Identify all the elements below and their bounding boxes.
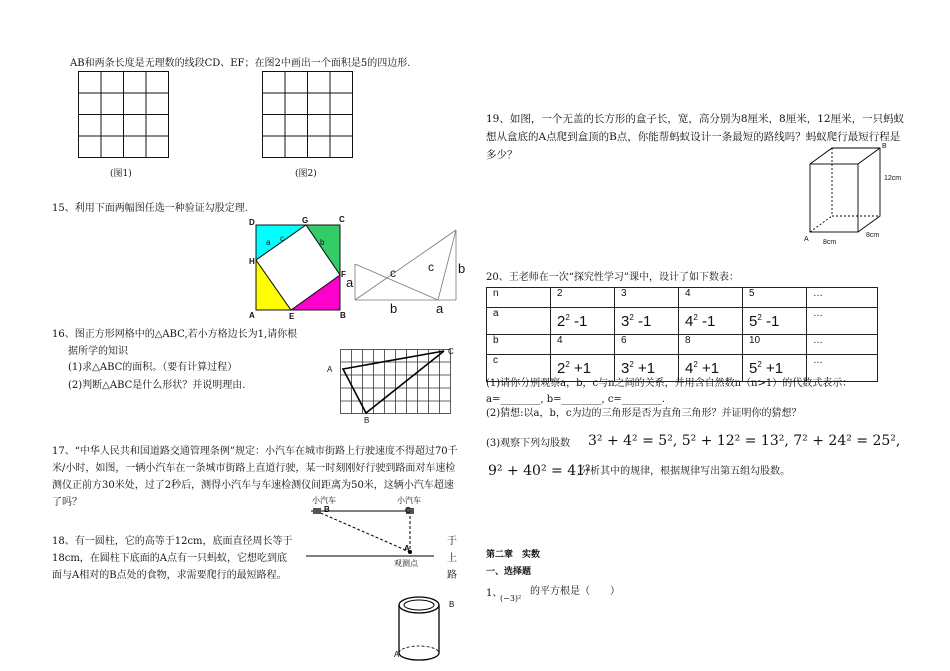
box-label-width: 8cm <box>866 232 880 239</box>
p20-text: 20、王老师在一次“探究性学习”课中，设计了如下数表： <box>486 272 739 283</box>
label-D: D <box>249 218 255 227</box>
table-cell: $4^2 +1$ <box>679 355 743 382</box>
label-b: b <box>320 238 325 247</box>
table-cell: … <box>807 335 878 355</box>
ch2-q1-text: 的平方根是（ ） <box>530 586 620 597</box>
p17-text: 17、“中华人民共和国道路交通管理条例”规定：小汽车在城市街路上行驶速度不得超过70千米/小时，如图，一辆小汽车在一条城市街路上直道行驶，某一时刻刚好行驶到路面对车速检测仪正前方30米处，过了2秒后，测得小汽车与车速检测仪间距离为50米，这辆小汽车超速了吗？ <box>52 446 458 508</box>
box-label-A: A <box>804 236 809 243</box>
table-cell: $2^2 +1$ <box>551 355 615 382</box>
p20-q1: (1)请你分别观察a，b，c与n之间的关系，并用含自然数n（n>1）的代数式表示： <box>486 378 853 389</box>
table-row-b <box>487 335 878 355</box>
label-E: E <box>289 312 295 321</box>
label-C: C <box>339 215 345 224</box>
p16-t4: (2)判断△ABC是什么形状？并说明理由. <box>68 380 246 391</box>
box-label-length: 8cm <box>823 239 837 246</box>
table-cell: n <box>487 288 551 308</box>
box-label-B: B <box>882 143 887 150</box>
fig2-caption: (图2) <box>295 169 317 179</box>
table-row-n <box>487 288 878 308</box>
grid-figure-2 <box>262 71 354 159</box>
car-label-2: 小汽车 <box>397 496 421 505</box>
cylinder-figure <box>398 595 448 665</box>
p19-text: 19、如图，一个无盖的长方形的盒子长，宽，高分别为8厘米，8厘米，12厘米，一只蚂蚁想从盒底的A点爬到盒顶的B点，你能帮蚂蚁设计一条最短的路线吗？蚂蚁爬行最短行程是多少？ <box>486 113 905 161</box>
pythagorean-number-table <box>486 287 878 382</box>
p15-text: 15、利用下面两幅图任选一种验证勾股定理. <box>52 203 248 214</box>
p20-q3: (3)观察下列勾股数 <box>486 438 571 449</box>
table-cell: 4 <box>679 288 743 308</box>
p20-equations-2: 9² + 40² = 41² <box>488 463 591 479</box>
table-cell: a <box>487 308 551 335</box>
label-A: A <box>249 311 255 320</box>
table-cell: $3^2$ -1 <box>615 308 679 335</box>
tri-c2: c <box>428 260 434 274</box>
p18-text: 18、有一圆柱，它的高等于12cm，底面直径周长等于18cm，在圆柱下底面的A点有一只蚂蚁，它想吃到底面与A相对的B点处的食物，求需要爬行的最短路程。 <box>52 536 293 581</box>
p20-q2: (2)猜想:以a，b，c为边的三角形是否为直角三角形？并证明你的猜想？ <box>486 408 802 419</box>
label-F: F <box>341 270 346 279</box>
table-cell: 4 <box>551 335 615 355</box>
table-cell: c <box>487 355 551 382</box>
observation-point-label: 观测点 <box>394 559 418 568</box>
p18-side-text: 于上路 <box>447 536 457 581</box>
table-cell: $5^2$ -1 <box>743 308 807 335</box>
p20-q1-blanks: a=________, b=________, c=________. <box>486 394 665 405</box>
table-cell: … <box>807 355 878 382</box>
ch2-q1-expression: (−3)² <box>500 594 522 603</box>
label-a: a <box>266 238 271 247</box>
box-label-height: 12cm <box>884 175 902 182</box>
cyl-label-A: A <box>394 650 400 659</box>
tri-b2: b <box>390 301 398 316</box>
table-cell: $2^2$ -1 <box>551 308 615 335</box>
car-label-1: 小汽车 <box>312 496 336 505</box>
table-cell: … <box>807 308 878 335</box>
p16-t2: 据所学的知识 <box>68 346 128 357</box>
chapter-title: 第二章 实数 <box>486 550 541 560</box>
section-title: 一、选择题 <box>486 567 532 577</box>
table-cell: 10 <box>743 335 807 355</box>
p16-t1: 16、图正方形网格中的△ABC,若小方格边长为1,请你根 <box>52 329 298 340</box>
table-cell: 8 <box>679 335 743 355</box>
fig1-caption: (图1) <box>110 169 132 179</box>
pythagoras-triangle-figure <box>352 228 462 303</box>
table-row-a <box>487 308 878 335</box>
tri-b1: b <box>458 261 466 276</box>
table-cell: $3^2 +1$ <box>615 355 679 382</box>
triangle-grid-figure <box>340 349 452 415</box>
table-cell: 5 <box>743 288 807 308</box>
table-cell: 2 <box>551 288 615 308</box>
p20-q3-tail: ,分析其中的规律，根据规律写出第五组勾股数。 <box>577 466 791 477</box>
table-cell: 6 <box>615 335 679 355</box>
table-cell: … <box>807 288 878 308</box>
car-label-B: B <box>324 505 330 514</box>
grid-figure-1 <box>78 71 170 159</box>
table-cell: b <box>487 335 551 355</box>
car-label-A: A <box>404 544 410 553</box>
p20-equations-1: 3² + 4² = 5², 5² + 12² = 13², 7² + 24² = 25², <box>588 433 901 449</box>
table-cell: $5^2 +1$ <box>743 355 807 382</box>
tri-c1: c <box>390 266 396 280</box>
p16-label-A: A <box>327 365 333 374</box>
label-c: c <box>280 234 284 243</box>
label-G: G <box>302 216 309 225</box>
table-cell: $4^2$ -1 <box>679 308 743 335</box>
p16-label-C: C <box>448 347 454 356</box>
car-label-C: C <box>405 506 411 515</box>
box-figure <box>808 146 878 238</box>
tri-a2: a <box>436 301 444 316</box>
tri-a: a <box>346 275 354 290</box>
p16-t3: (1)求△ABC的面积。（要有计算过程） <box>68 362 238 373</box>
table-cell: 3 <box>615 288 679 308</box>
cyl-label-B: B <box>449 600 455 609</box>
p14-text: AB和两条长度是无理数的线段CD、EF；在图2中画出一个面积是5的四边形. <box>70 58 411 69</box>
label-B: B <box>340 311 346 320</box>
ch2-q1-number: 1、 <box>486 588 503 599</box>
label-H: H <box>249 257 255 266</box>
p16-label-B: B <box>364 416 370 425</box>
